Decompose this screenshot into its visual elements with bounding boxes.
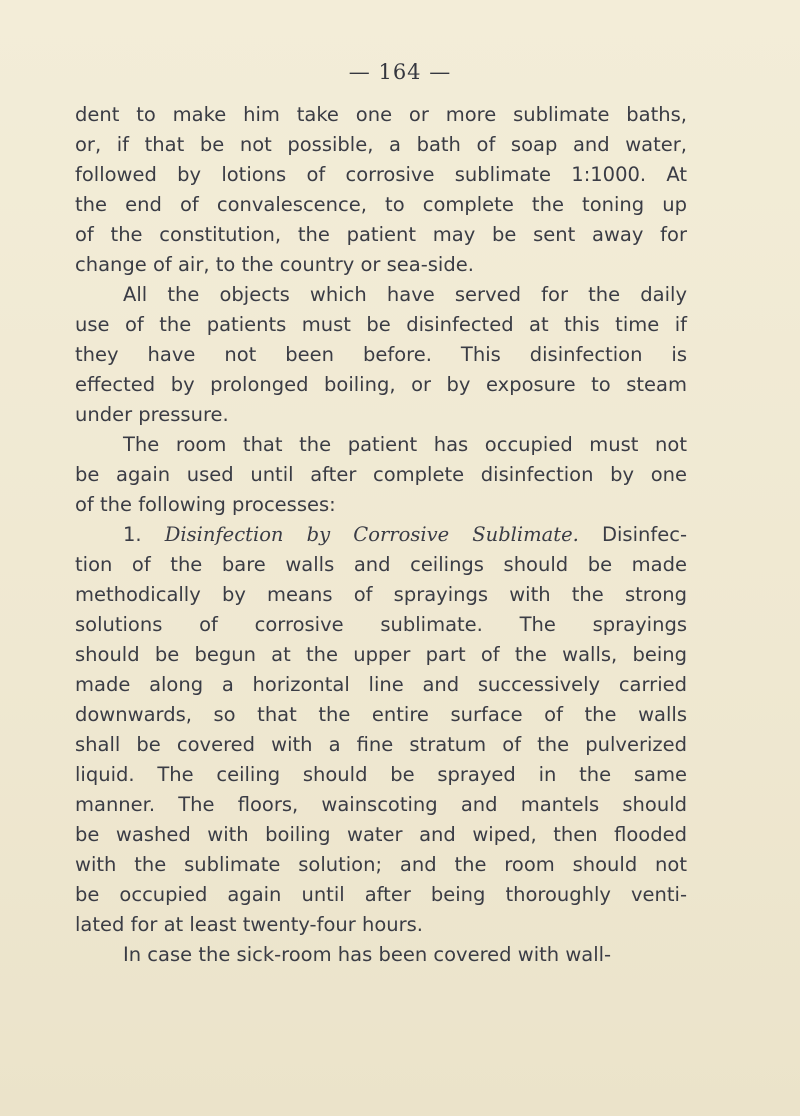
section-number: 1. xyxy=(123,523,142,546)
text-line: of the constitution, the patient may be sent away for xyxy=(75,223,687,246)
text-line: use of the patients must be disinfected at this time if xyxy=(75,313,687,336)
text-line: be occupied again until after being thoroughly venti- xyxy=(75,883,687,906)
text-line: be again used until after complete disinfection by one xyxy=(75,463,687,486)
text-line: All the objects which have served for the daily xyxy=(123,283,687,306)
paragraph-4 xyxy=(75,520,687,940)
text-line: made along a horizontal line and successively carried xyxy=(75,673,687,696)
body-text xyxy=(75,100,687,970)
text-line: effected by prolonged boiling, or by exposure to steam xyxy=(75,373,687,396)
text-line: followed by lotions of corrosive sublimate 1:1000. At xyxy=(75,163,687,186)
text-line: be washed with boiling water and wiped, then flooded xyxy=(75,823,687,846)
text-line: the end of convalescence, to complete the toning up xyxy=(75,193,687,216)
text-line: or, if that be not possible, a bath of soap and water, xyxy=(75,133,687,156)
text-line: liquid. The ceiling should be sprayed in the same xyxy=(75,763,687,786)
text-line: solutions of corrosive sublimate. The sprayings xyxy=(75,613,687,636)
paragraph-2 xyxy=(75,280,687,430)
text-line: In case the sick-room has been covered with wall- xyxy=(123,943,612,966)
text-line: downwards, so that the entire surface of the walls xyxy=(75,703,687,726)
text-line: dent to make him take one or more sublimate baths, xyxy=(75,103,687,126)
text-line: they have not been before. This disinfection is xyxy=(75,343,687,366)
text-line: under pressure. xyxy=(75,403,229,426)
page-number: — 164 — xyxy=(348,60,452,84)
text-line: shall be covered with a fine stratum of the pulverized xyxy=(75,733,687,756)
paragraph-5 xyxy=(75,940,687,970)
text-line: lated for at least twenty-four hours. xyxy=(75,913,423,936)
text-line: methodically by means of sprayings with the strong xyxy=(75,583,687,606)
text-line: change of air, to the country or sea-side. xyxy=(75,253,474,276)
paragraph-1 xyxy=(75,100,687,280)
text-line: manner. The floors, wainscoting and mantels should xyxy=(75,793,687,816)
text-line: tion of the bare walls and ceilings should be made xyxy=(75,553,687,576)
text-line: The room that the patient has occupied must not xyxy=(123,433,687,456)
section-heading-rest: Disinfec- xyxy=(602,523,687,546)
section-heading-line xyxy=(75,520,687,550)
paragraph-3 xyxy=(75,430,687,520)
text-line: should be begun at the upper part of the walls, being xyxy=(75,643,687,666)
section-heading: Disinfection by Corrosive Sublimate. xyxy=(164,523,579,546)
text-line: with the sublimate solution; and the room should not xyxy=(75,853,687,876)
text-line: of the following processes: xyxy=(75,493,336,516)
